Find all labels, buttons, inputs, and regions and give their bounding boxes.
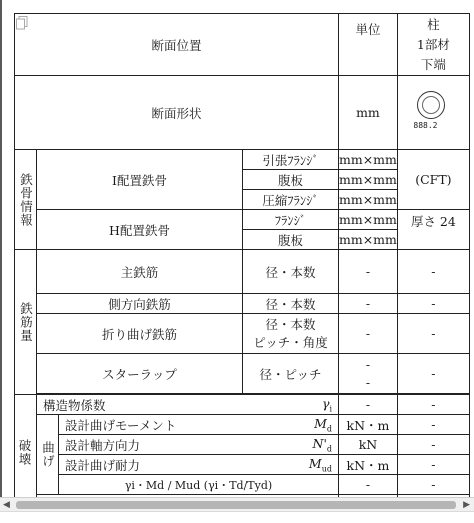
scrollbar-thumb[interactable] [16, 501, 456, 509]
scroll-left-arrow-icon[interactable]: ◀ [3, 500, 10, 510]
side-rebar-value: - [397, 294, 469, 314]
design-axial-label: 設計軸方向力 [65, 437, 141, 453]
bent-rebar-unit: - [339, 314, 398, 354]
bent-rebar-spec [243, 314, 339, 354]
circular-section-diagram [413, 91, 453, 131]
section-shape-cell [397, 76, 469, 150]
failure-group-label: 破壊 [15, 395, 37, 515]
bent-rebar-spec-line1: 径・本数 [265, 316, 316, 332]
design-moment-value: - [397, 415, 469, 435]
stirrup-unit-line2: - [365, 374, 371, 390]
stirrup-value: - [397, 354, 469, 394]
design-bending-capacity-label: 設計曲げ耐力 [65, 457, 141, 473]
structure-factor-value: - [397, 395, 469, 415]
design-axial-unit: kN [339, 435, 398, 455]
compression-flange-label: 圧縮ﾌﾗﾝｼﾞ [243, 190, 339, 210]
design-moment-unit: kN・m [339, 415, 398, 435]
cft-label: (CFT) [397, 150, 469, 210]
tension-flange-label: 引張ﾌﾗﾝｼﾞ [243, 150, 339, 170]
side-rebar-spec: 径・本数 [243, 294, 339, 314]
structure-factor-label: 構造物係数 [43, 397, 106, 413]
design-axial-row [59, 435, 339, 455]
side-rebar-label: 側方向鉄筋 [37, 294, 243, 314]
bent-rebar-value: - [397, 314, 469, 354]
left-edge [0, 0, 2, 523]
rebar-quantity-group-label: 鉄筋量 [15, 250, 37, 395]
scroll-right-arrow-icon[interactable]: ▶ [463, 500, 470, 510]
h-web-label: 腹板 [243, 230, 339, 250]
main-rebar-unit: - [339, 250, 398, 294]
h-flange-unit: mm×mm [339, 210, 398, 230]
stirrup-unit-line1: - [365, 356, 371, 372]
check-ratio-unit: - [339, 475, 398, 495]
column-name: 柱 [427, 16, 440, 32]
design-bending-capacity-value: - [397, 455, 469, 475]
design-axial-symbol: $N'_d$ [312, 435, 332, 453]
web-unit: mm×mm [339, 170, 398, 190]
bent-rebar-label: 折り曲げ鉄筋 [37, 314, 243, 354]
design-moment-row [59, 415, 339, 435]
cross-section-shape-label: 断面形状 [15, 76, 339, 150]
structure-factor-unit: - [339, 395, 398, 415]
stirrup-unit [339, 354, 398, 394]
main-rebar-label: 主鉄筋 [37, 250, 243, 294]
compression-flange-unit: mm×mm [339, 190, 398, 210]
check-ratio-value: - [397, 475, 469, 495]
h-flange-label: ﾌﾗﾝｼﾞ [243, 210, 339, 230]
design-bending-capacity-row [59, 455, 339, 475]
bending-subgroup-label: 曲げ [37, 415, 59, 495]
main-rebar-spec: 径・本数 [243, 250, 339, 294]
stirrup-spec: 径・ピッチ [243, 354, 339, 394]
h-steel-label: H配置鉄骨 [37, 210, 243, 250]
cross-section-table [14, 13, 470, 515]
steel-info-group-label: 鉄骨情報 [15, 150, 37, 250]
cross-section-position-label: 断面位置 [15, 14, 339, 76]
design-axial-value: - [397, 435, 469, 455]
shape-unit: mm [339, 76, 398, 150]
i-steel-label: I配置鉄骨 [37, 150, 243, 210]
design-moment-label: 設計曲げモーメント [65, 417, 177, 433]
check-ratio-expression: γi・Md / Mud (γi・Td/Tyd) [59, 475, 339, 495]
thickness-value: 厚さ 24 [397, 210, 469, 250]
member-name: 1部材 [416, 36, 450, 52]
unit-header: 単位 [339, 14, 398, 76]
web-label: 腹板 [243, 170, 339, 190]
member-end: 下端 [420, 56, 446, 72]
design-moment-symbol: $M_d$ [314, 415, 332, 433]
section-dimension-label: 888.2 [413, 121, 438, 130]
column-header [397, 14, 469, 76]
bottom-strip [0, 511, 474, 523]
stirrup-label: スターラップ [37, 354, 243, 394]
side-rebar-unit: - [339, 294, 398, 314]
structure-factor-symbol: $\gamma_i$ [321, 395, 332, 413]
main-rebar-value: - [397, 250, 469, 294]
horizontal-scrollbar[interactable] [0, 497, 474, 511]
design-bending-capacity-unit: kN・m [339, 455, 398, 475]
bent-rebar-spec-line2: ピッチ・角度 [253, 334, 328, 350]
structure-factor-row [37, 395, 339, 415]
design-bending-capacity-symbol: $M_{ud}$ [308, 455, 332, 473]
tension-flange-unit: mm×mm [339, 150, 398, 170]
h-web-unit: mm×mm [339, 230, 398, 250]
